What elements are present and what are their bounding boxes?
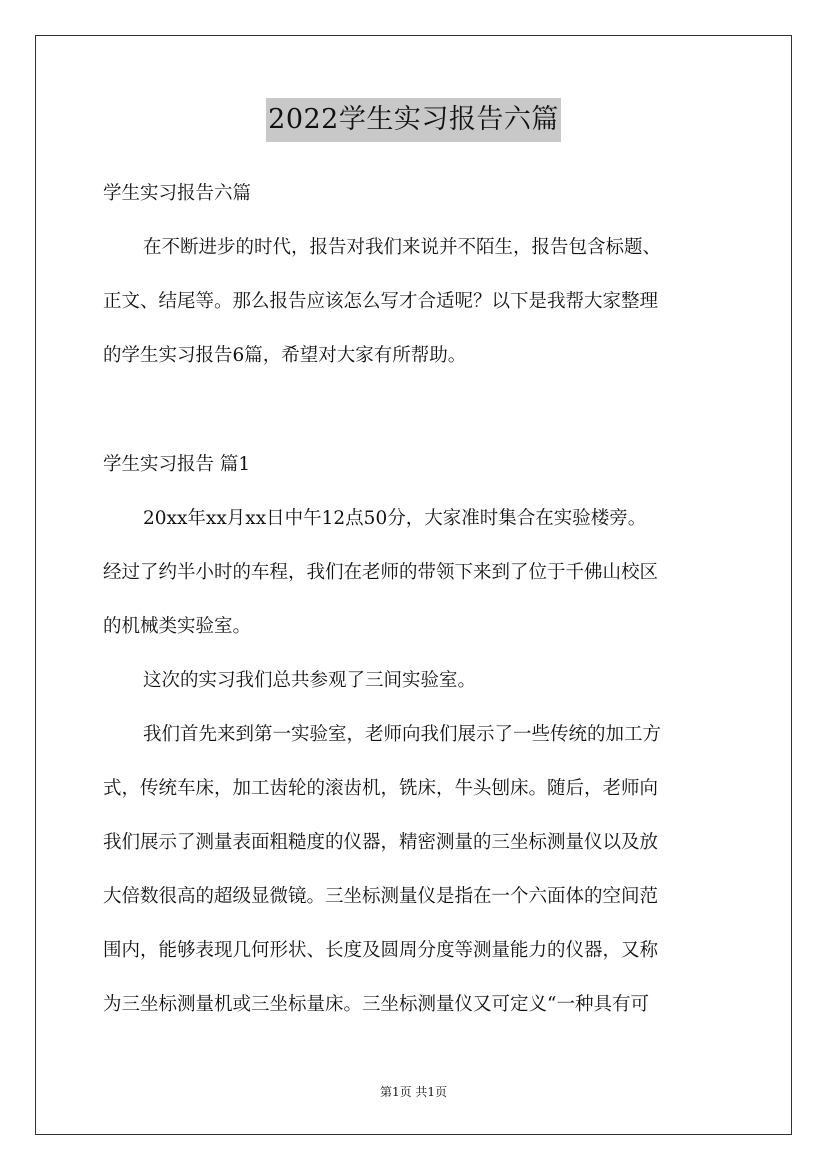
paragraph-line: 正文、结尾等。那么报告应该怎么写才合适呢？以下是我帮大家整理 xyxy=(103,291,659,312)
section-heading: 学生实习报告 篇1 xyxy=(103,454,251,475)
paragraph-line: 这次的实习我们总共参观了三间实验室。 xyxy=(143,670,477,691)
paragraph-line: 的学生实习报告6篇，希望对大家有所帮助。 xyxy=(103,345,467,366)
title-container xyxy=(0,98,827,142)
page-footer: 第1页 共1页 xyxy=(379,1085,448,1099)
paragraph-line: 的机械类实验室。 xyxy=(103,616,252,637)
paragraph-line: 大倍数很高的超级显微镜。三坐标测量仪是指在一个六面体的空间范 xyxy=(103,886,659,907)
paragraph-line: 式，传统车床，加工齿轮的滚齿机，铣床，牛头刨床。随后，老师向 xyxy=(103,778,659,799)
paragraph-line: 围内，能够表现几何形状、长度及圆周分度等测量能力的仪器，又称 xyxy=(103,940,659,961)
paragraph-line: 20xx年xx月xx日中午12点50分，大家准时集合在实验楼旁。 xyxy=(143,508,647,529)
paragraph-line: 经过了约半小时的车程，我们在老师的带领下来到了位于千佛山校区 xyxy=(103,562,659,583)
subtitle-line: 学生实习报告六篇 xyxy=(103,183,252,204)
paragraph-line: 我们首先来到第一实验室，老师向我们展示了一些传统的加工方 xyxy=(143,724,662,745)
paragraph-line: 在不断进步的时代，报告对我们来说并不陌生，报告包含标题、 xyxy=(143,237,662,258)
paragraph-line: 为三坐标测量机或三坐标量床。三坐标测量仪又可定义“一种具有可 xyxy=(103,994,649,1015)
document-title: 2022学生实习报告六篇 xyxy=(266,98,561,142)
paragraph-line: 我们展示了测量表面粗糙度的仪器，精密测量的三坐标测量仪以及放 xyxy=(103,832,659,853)
